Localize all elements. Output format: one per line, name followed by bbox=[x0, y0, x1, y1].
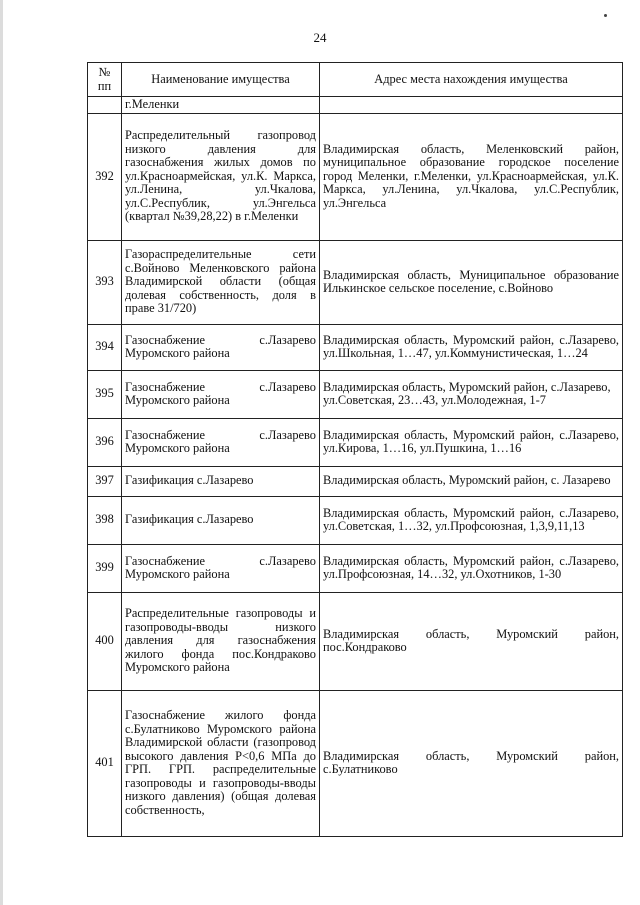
row-number: 394 bbox=[88, 324, 122, 370]
row-number: 393 bbox=[88, 240, 122, 324]
row-number: 399 bbox=[88, 544, 122, 592]
page-speck bbox=[604, 14, 607, 17]
row-number: 396 bbox=[88, 418, 122, 466]
table-row bbox=[88, 370, 623, 418]
page-left-edge bbox=[0, 0, 3, 905]
header-name: Наименование имущества bbox=[122, 63, 320, 97]
row-number: 401 bbox=[88, 690, 122, 836]
section-label: г.Меленки bbox=[122, 97, 320, 114]
property-name: Газификация с.Лазарево bbox=[122, 496, 320, 544]
property-name: Газоснабжение с.Лазарево Муромского района bbox=[122, 370, 320, 418]
row-number: 395 bbox=[88, 370, 122, 418]
section-row bbox=[88, 97, 623, 114]
property-name: Распределительный газопровод низкого давления для газоснабжения жилых домов по ул.Красноармейская, ул.К. Маркса, ул.Ленина, ул.Чкалова, ул.С.Республик, ул.Энгельса (квартал №39,28,22) в г.Меленки bbox=[122, 113, 320, 240]
property-address: Владимирская область, Муромский район, с.Лазарево, ул.Советская, 23…43, ул.Молодежная, 1-7 bbox=[320, 370, 623, 418]
table-row bbox=[88, 113, 623, 240]
row-number: 400 bbox=[88, 592, 122, 690]
property-name: Газификация с.Лазарево bbox=[122, 466, 320, 496]
table-row bbox=[88, 240, 623, 324]
table-row bbox=[88, 544, 623, 592]
page-number: 24 bbox=[313, 30, 327, 45]
property-address: Владимирская область, Муромский район, с. Лазарево bbox=[320, 466, 623, 496]
property-name: Газоснабжение жилого фонда с.Булатниково Муромского района Владимирской области (газопровод высокого давления Р<0,6 МПа до ГРП. ГРП. распределительные газопроводы и газопроводы-вводы низкого давления) (общая долевая собственность, bbox=[122, 690, 320, 836]
table-row bbox=[88, 418, 623, 466]
property-address: Владимирская область, Меленковский район, муниципальное образование городское поселение город Меленки, г.Меленки, ул.Красноармейская, ул.К. Маркса, ул.Ленина, ул.Чкалова, ул.С.Республик, ул.Энгельса bbox=[320, 113, 623, 240]
row-number: 397 bbox=[88, 466, 122, 496]
table-row bbox=[88, 592, 623, 690]
header-number: № пп bbox=[88, 63, 122, 97]
property-name: Газораспределительные сети с.Войново Меленковского района Владимирской области (общая долевая собственность, доля в праве 31/720) bbox=[122, 240, 320, 324]
property-address: Владимирская область, Муромский район, с.Лазарево, ул.Кирова, 1…16, ул.Пушкина, 1…16 bbox=[320, 418, 623, 466]
section-address-cell bbox=[320, 97, 623, 114]
row-number: 398 bbox=[88, 496, 122, 544]
property-address: Владимирская область, Муромский район, с.Булатниково bbox=[320, 690, 623, 836]
property-name: Распределительные газопроводы и газопроводы-вводы низкого давления для газоснабжения жилого фонда пос.Кондраково Муромского района bbox=[122, 592, 320, 690]
property-name: Газоснабжение с.Лазарево Муромского района bbox=[122, 544, 320, 592]
table-header-row bbox=[88, 63, 623, 97]
table-row bbox=[88, 690, 623, 836]
property-name: Газоснабжение с.Лазарево Муромского района bbox=[122, 418, 320, 466]
table-row bbox=[88, 324, 623, 370]
property-address: Владимирская область, Муромский район, пос.Кондраково bbox=[320, 592, 623, 690]
property-address: Владимирская область, Муниципальное образование Илькинское сельское поселение, с.Войново bbox=[320, 240, 623, 324]
table-row bbox=[88, 496, 623, 544]
table-row bbox=[88, 466, 623, 496]
property-name: Газоснабжение с.Лазарево Муромского района bbox=[122, 324, 320, 370]
property-address: Владимирская область, Муромский район, с.Лазарево, ул.Школьная, 1…47, ул.Коммунистическая, 1…24 bbox=[320, 324, 623, 370]
row-number: 392 bbox=[88, 113, 122, 240]
property-address: Владимирская область, Муромский район, с.Лазарево, ул.Профсоюзная, 14…32, ул.Охотников, 1-30 bbox=[320, 544, 623, 592]
property-table bbox=[87, 62, 623, 837]
header-address: Адрес места нахождения имущества bbox=[320, 63, 623, 97]
property-address: Владимирская область, Муромский район, с.Лазарево, ул.Советская, 1…32, ул.Профсоюзная, 1,3,9,11,13 bbox=[320, 496, 623, 544]
section-number-cell bbox=[88, 97, 122, 114]
